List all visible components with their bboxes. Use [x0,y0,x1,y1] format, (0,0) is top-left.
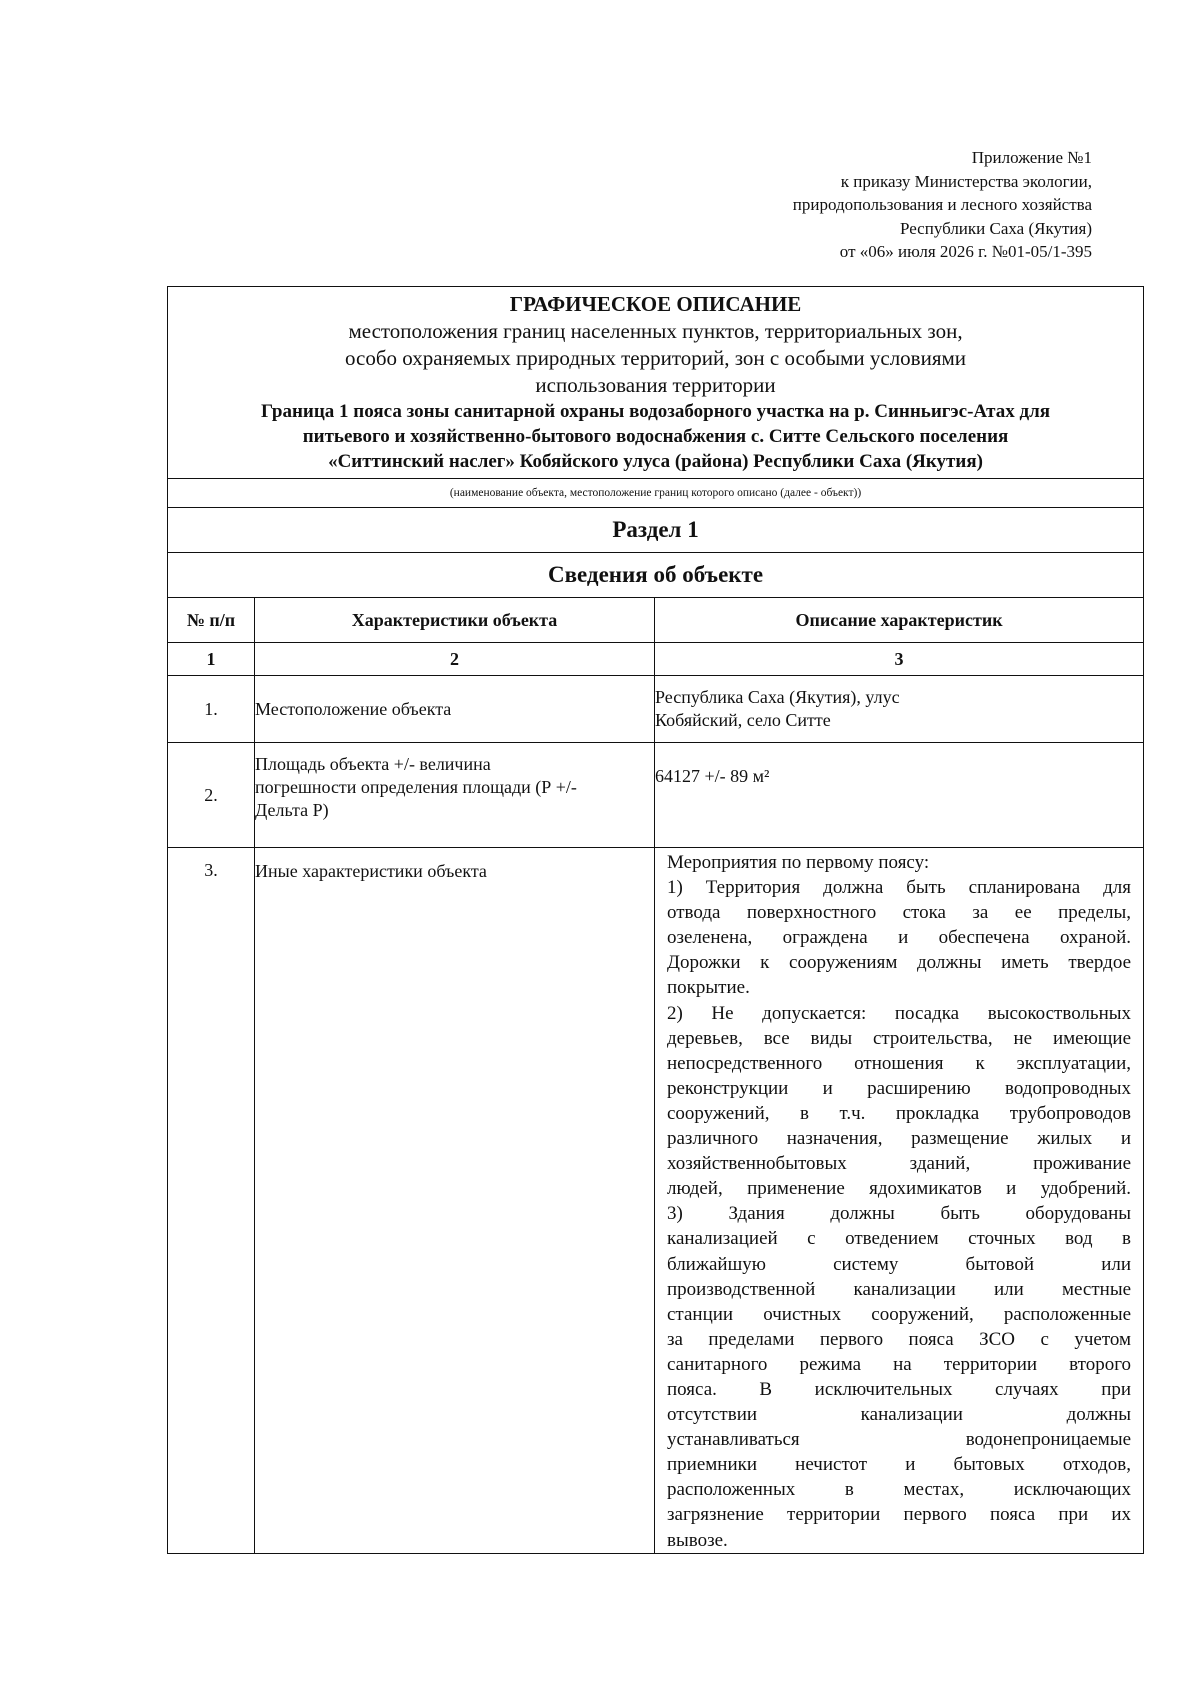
row-description-line: сооружений, в т.ч. прокладка трубопроводов [667,1102,1132,1124]
section-subtitle: Сведения об объекте [168,553,1144,598]
row-description-line: пояса. В исключительных случаях при [667,1378,1132,1400]
object-name-line: Граница 1 пояса зоны санитарной охраны водозаборного участка на р. Синньигэс-Атах для [260,401,1051,422]
row-description-line: 2) Не допускается: посадка высокоствольных [667,1002,1132,1024]
table-row [168,743,1144,848]
row-characteristic: Местоположение объекта [255,676,655,743]
row-description-line: непосредственного отношения к эксплуатации, [667,1052,1132,1074]
row-description-line: Республика Саха (Якутия), улус [655,687,900,707]
row-number: 1. [168,676,255,743]
row-characteristic-line: Площадь объекта +/- величина [255,754,491,774]
object-name-line: питьевого и хозяйственно-бытового водоснабжения с. Ситте Сельского поселения [302,426,1009,447]
appendix-line: природопользования и лесного хозяйства [792,195,1092,214]
row-description-line: канализацией с отведением сточных вод в [667,1228,1132,1250]
document-subtitle-line: местоположения границ населенных пунктов, территориальных зон, [348,319,963,343]
column-header-characteristics: Характеристики объекта [255,598,655,643]
row-description-line: за пределами первого пояса ЗСО с учетом [667,1328,1132,1350]
row-description-line: приемники нечистот и бытовых отходов, [667,1454,1132,1476]
row-description-line: вывозе. [667,1529,728,1551]
row-description-line: различного назначения, размещение жилых и [667,1128,1132,1150]
row-description-line: Кобяйский, село Ситте [655,710,831,730]
row-description-line: хозяйственнобытовых зданий, проживание [667,1153,1132,1175]
row-description-line: станции очистных сооружений, расположенные [667,1303,1132,1325]
row-description-line: отвода поверхностного стока за ее пределы, [667,902,1132,924]
row-description-line: Мероприятия по первому поясу: [667,852,930,873]
row-description-line: озеленена, ограждена и обеспечена охраной. [667,927,1132,949]
row-description-line: деревьев, все виды строительства, не имеющие [667,1027,1132,1049]
appendix-line: от «06» июля 2026 г. №01-05/1-395 [839,242,1092,261]
row-characteristic-line: Дельта Р) [255,800,329,820]
row-description-line: расположенных в местах, исключающих [667,1479,1132,1501]
row-characteristic: Иные характеристики объекта [255,848,655,1554]
row-description-line: людей, применение ядохимикатов и удобрений. [667,1178,1132,1200]
appendix-line: к приказу Министерства экологии, [840,171,1092,191]
document-subtitle-line: использования территории [535,373,776,397]
appendix-block [793,146,1092,264]
row-description-line: 1) Территория должна быть спланирована для [667,877,1132,899]
row-description-line: санитарного режима на территории второго [667,1353,1132,1375]
row-description-line: отсутствии канализации должны [667,1404,1132,1426]
row-description-line: производственной канализации или местные [667,1278,1132,1300]
row-description [655,676,1144,743]
column-number: 2 [255,643,655,676]
row-description-line: загрязнение территории первого пояса при их [667,1504,1132,1526]
object-name-line: «Ситтинский наслег» Кобяйского улуса (района) Республики Саха (Якутия) [328,451,983,472]
row-description: 64127 +/- 89 м² [655,743,1144,848]
row-description [655,848,1144,1554]
appendix-line: Приложение №1 [971,148,1092,167]
row-description-line: покрытие. [667,977,750,999]
column-number: 3 [655,643,1144,676]
appendix-line: Республики Саха (Якутия) [899,218,1092,238]
table-row [168,676,1144,743]
row-characteristic-line: погрешности определения площади (Р +/- [255,777,577,797]
table-row [168,848,1144,1554]
object-caption: (наименование объекта, местоположение границ которого описано (далее - объект)) [168,479,1144,508]
header-cell [168,287,1144,479]
document-title: ГРАФИЧЕСКОЕ ОПИСАНИЕ [509,292,802,316]
column-number: 1 [168,643,255,676]
row-description-line: Дорожки к сооружениям должны иметь твердое [667,952,1132,974]
row-description-line: устанавливаться водонепроницаемые [667,1429,1132,1451]
row-number: 2. [168,743,255,848]
document-subtitle-line: особо охраняемых природных территорий, зон с особыми условиями [345,346,967,370]
description-table [167,286,1144,1554]
column-header-number: № п/п [168,598,255,643]
row-characteristic [255,743,655,848]
section-title: Раздел 1 [168,508,1144,553]
row-description-line: ближайшую систему бытовой или [667,1253,1132,1275]
column-header-description: Описание характеристик [655,598,1144,643]
row-description-line: реконструкции и расширению водопроводных [667,1077,1132,1099]
row-number: 3. [168,848,255,1554]
row-description-line: 3) Здания должны быть оборудованы [667,1203,1132,1225]
